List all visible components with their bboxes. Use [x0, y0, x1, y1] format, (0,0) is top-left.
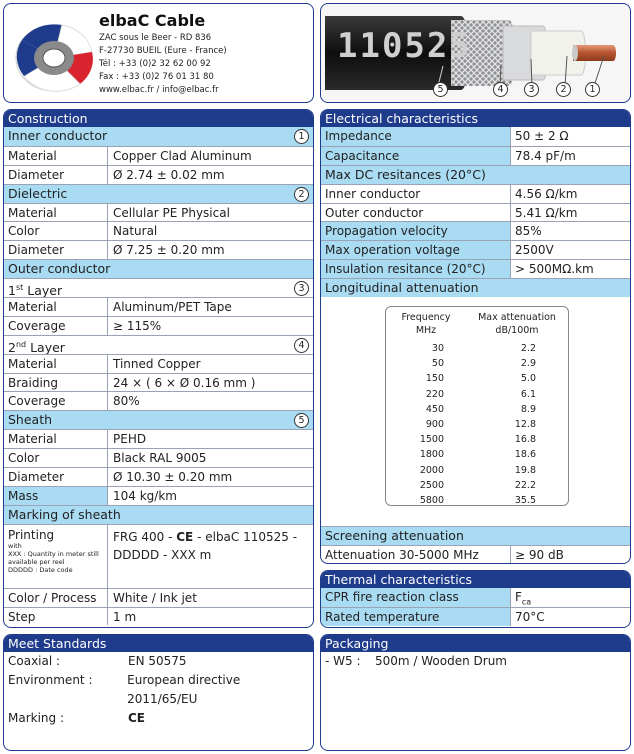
inner-conductor-title: Inner conductor	[8, 128, 108, 143]
row-value: 2500V	[515, 243, 554, 258]
thermal-box	[320, 570, 631, 628]
row-value: Black RAL 9005	[113, 451, 207, 466]
row-label: Max operation voltage	[321, 241, 511, 259]
packaging-description: 500m / Wooden Drum	[375, 654, 507, 668]
layer2-subsection	[4, 335, 313, 354]
layer2-coverage-row	[4, 391, 313, 410]
electrical-box	[320, 109, 631, 564]
row-label: Outer conductor	[321, 204, 511, 222]
callout-2: 2	[556, 82, 571, 97]
attenuation-cell: 2.2	[520, 343, 536, 354]
cable-reel-logo	[10, 12, 98, 100]
row-label: Capacitance	[321, 147, 511, 165]
callout-5: 5	[433, 82, 448, 97]
standards-coaxial	[4, 652, 313, 671]
voltage-row	[321, 240, 630, 259]
attenuation-cell: 12.8	[514, 418, 536, 430]
attenuation-row	[386, 417, 568, 432]
row-label: Material	[4, 430, 108, 448]
printing-value-line2: DDDDD - XXX m	[113, 547, 212, 562]
row-label: Step	[4, 608, 108, 626]
sheath-material-row	[4, 429, 313, 448]
row-value: 24 × ( 6 × Ø 0.16 mm )	[113, 375, 256, 390]
row-value: Ø 10.30 ± 0.20 mm	[113, 470, 233, 485]
row-value: 1 m	[113, 609, 137, 624]
attenuation-table-header	[386, 307, 568, 341]
cable-image-box	[320, 3, 631, 103]
row-value: 4.56 Ω/km	[515, 186, 578, 201]
attenuation-row	[386, 341, 568, 356]
packaging-header: Packaging	[321, 635, 630, 652]
inner-diameter-row	[4, 165, 313, 184]
row-value: ≥ 115%	[113, 318, 162, 333]
attenuation-row	[386, 463, 568, 478]
row-value: 78.4 pF/m	[515, 148, 576, 163]
layer2-suffix: nd	[15, 339, 27, 349]
screening-row	[321, 545, 630, 564]
printing-with: with	[8, 541, 22, 550]
callout-5-badge: 5	[294, 413, 309, 428]
callout-1: 1	[585, 82, 600, 97]
dc-resistance-section: Max DC resitances (20°C)	[321, 165, 630, 184]
row-value	[511, 588, 630, 607]
packaging-code: - W5 :	[325, 654, 361, 668]
dielectric-title: Dielectric	[8, 185, 68, 201]
attenuation-cell: 19.8	[514, 464, 536, 476]
callout-4: 4	[493, 82, 508, 97]
callout-4-badge: 4	[294, 338, 309, 353]
row-label: Braiding	[4, 374, 108, 392]
printing-note-quantity: XXX : Quantity in meter still available per reel	[8, 549, 99, 566]
company-website: www.elbac.fr / info@elbac.fr	[99, 85, 219, 95]
row-value: Aluminum/PET Tape	[113, 300, 232, 315]
attenuation-cell: 22.2	[514, 479, 536, 491]
electrical-header: Electrical characteristics	[321, 110, 630, 127]
standards-label: Environment :	[8, 672, 93, 687]
row-value: PEHD	[113, 432, 147, 447]
layer1-number: 1	[8, 283, 16, 299]
capacitance-row	[321, 146, 630, 165]
standards-box	[3, 634, 314, 751]
inner-material-row	[4, 146, 313, 165]
ce-mark-icon: CE	[128, 710, 146, 725]
row-label: Coverage	[4, 392, 108, 410]
row-value: 85%	[515, 224, 542, 239]
callout-3: 3	[524, 82, 539, 97]
sheath-diameter-row	[4, 467, 313, 486]
layer2-material-row	[4, 354, 313, 373]
row-label: CPR fire reaction class	[321, 588, 511, 607]
frequency-cell: 50	[431, 358, 444, 370]
temperature-row	[321, 607, 630, 626]
attenuation-table	[385, 306, 569, 506]
frequency-cell: 5800	[419, 494, 444, 506]
row-value: 104 kg/km	[113, 488, 177, 503]
attenuation-rows	[386, 341, 568, 508]
velocity-row	[321, 221, 630, 240]
row-value: Tinned Copper	[113, 356, 201, 371]
row-label: Insulation resitance (20°C)	[321, 260, 511, 278]
insulation-row	[321, 259, 630, 278]
company-fax: Fax : +33 (0)2 76 01 31 80	[99, 72, 214, 82]
row-value: Cellular PE Physical	[113, 205, 230, 220]
row-label: Coverage	[4, 317, 108, 335]
attenuation-row	[386, 371, 568, 386]
attenuation-row	[386, 447, 568, 462]
standards-marking	[4, 709, 313, 728]
row-value: ≥ 90 dB	[515, 548, 564, 562]
row-label: Color / Process	[4, 589, 108, 607]
frequency-cell: 2000	[419, 464, 444, 476]
row-value: Copper Clad Aluminum	[113, 148, 252, 163]
frequency-header-unit: MHz	[415, 325, 437, 336]
standards-label: Marking :	[8, 710, 65, 725]
layer1-coverage-row	[4, 316, 313, 335]
row-label: Material	[4, 147, 108, 165]
row-value: Ø 7.25 ± 0.20 mm	[113, 243, 225, 258]
attenuation-cell: 5.0	[520, 373, 536, 385]
attenuation-row	[386, 402, 568, 417]
outer-conductor-section	[4, 259, 313, 278]
company-address-line2: F-27730 BUEIL (Eure - France)	[99, 46, 227, 56]
frequency-header-label: Frequency	[401, 312, 451, 323]
company-phone: Tél : +33 (0)2 32 62 00 92	[99, 59, 211, 69]
sheath-color-row	[4, 448, 313, 467]
attenuation-row	[386, 493, 568, 508]
printing-label-cell	[4, 525, 108, 588]
company-name: elbaC Cable	[99, 11, 206, 30]
attenuation-cell: 8.9	[520, 403, 536, 415]
outer-conductor-title: Outer conductor	[8, 261, 111, 277]
sheath-section	[4, 410, 313, 429]
company-address-line1: ZAC sous le Beer - RD 836	[99, 33, 212, 43]
row-label: Diameter	[4, 241, 108, 259]
attenuation-row	[386, 387, 568, 402]
attenuation-cell: 2.9	[520, 358, 536, 370]
marking-section	[4, 505, 313, 524]
printing-value-cell	[108, 525, 313, 588]
frequency-cell: 1800	[419, 449, 444, 461]
frequency-cell: 450	[425, 403, 444, 415]
row-value: > 500MΩ.km	[515, 262, 594, 277]
row-label: Diameter	[4, 468, 108, 486]
company-box	[3, 3, 314, 103]
callout-1-badge: 1	[294, 129, 309, 144]
cpr-class: F	[515, 590, 522, 604]
longitudinal-attenuation-section: Longitudinal attenuation	[321, 278, 630, 297]
row-label: Material	[4, 355, 108, 373]
row-value: White / Ink jet	[113, 590, 197, 605]
attenuation-row	[386, 356, 568, 371]
dielectric-diameter-row	[4, 240, 313, 259]
layer2-number: 2	[8, 339, 16, 355]
packaging-item	[321, 652, 630, 671]
row-label: Inner conductor	[321, 185, 511, 203]
marking-title: Marking of sheath	[8, 506, 121, 522]
outer-resistance-row	[321, 203, 630, 222]
cpr-row	[321, 588, 630, 607]
row-label: Material	[4, 204, 108, 222]
construction-header: Construction	[4, 110, 313, 127]
cpr-class-subscript: ca	[521, 597, 532, 607]
row-label: Attenuation 30-5000 MHz	[321, 546, 511, 564]
marking-step-row	[4, 607, 313, 626]
mass-row	[4, 486, 313, 505]
inner-conductor-section	[4, 127, 313, 146]
callout-3-badge: 3	[294, 281, 309, 296]
frequency-cell: 1500	[419, 434, 444, 446]
printing-row	[4, 524, 313, 588]
row-label: Rated temperature	[321, 608, 511, 626]
row-label: Color	[4, 222, 108, 240]
marking-color-row	[4, 588, 313, 607]
attenuation-cell: 6.1	[520, 388, 536, 400]
row-label: Diameter	[4, 166, 108, 184]
row-label: Propagation velocity	[321, 222, 511, 240]
callout-2-badge: 2	[294, 187, 309, 202]
layer1-suffix: st	[15, 283, 24, 293]
printing-value-b: - elbaC 110525 -	[197, 529, 298, 544]
row-value: Natural	[113, 224, 158, 239]
attenuation-row	[386, 478, 568, 493]
impedance-row	[321, 127, 630, 146]
printing-value-a: FRG 400 -	[113, 529, 173, 544]
layer2-braiding-row	[4, 373, 313, 392]
row-value: Ø 2.74 ± 0.02 mm	[113, 167, 225, 182]
attenuation-cell: 16.8	[514, 434, 536, 446]
dielectric-material-row	[4, 203, 313, 222]
attenuation-cell: 18.6	[514, 449, 536, 461]
layer1-label: Layer	[23, 283, 63, 299]
attenuation-cell: 35.5	[514, 494, 536, 506]
attenuation-header	[466, 311, 568, 341]
frequency-cell: 2500	[419, 479, 444, 491]
row-value: 80%	[113, 394, 140, 409]
standards-value: EN 50575	[128, 654, 187, 668]
printing-value-line1	[113, 528, 313, 546]
row-value: 50 ± 2 Ω	[515, 129, 569, 143]
row-value: 70°C	[515, 609, 545, 624]
ce-mark: CE	[176, 529, 194, 544]
layer1-material-row	[4, 297, 313, 316]
dielectric-color-row	[4, 221, 313, 240]
printing-label: Printing	[8, 527, 55, 542]
packaging-box	[320, 634, 631, 751]
row-label: Impedance	[321, 127, 511, 146]
thermal-header: Thermal characteristics	[321, 571, 630, 588]
frequency-cell: 30	[431, 343, 444, 354]
screening-section: Screening attenuation	[321, 526, 630, 545]
row-label: Material	[4, 298, 108, 316]
row-label: Mass	[4, 487, 108, 505]
attenuation-row	[386, 432, 568, 447]
attenuation-header-unit: dB/100m	[495, 325, 539, 336]
row-value: 5.41 Ω/km	[515, 205, 578, 220]
frequency-header	[386, 311, 466, 341]
construction-box	[3, 109, 314, 628]
attenuation-header-label: Max attenuation	[478, 312, 556, 323]
standards-value: European directive 2011/65/EU	[127, 672, 241, 706]
frequency-cell: 900	[425, 418, 444, 430]
layer2-label: Layer	[26, 339, 65, 355]
standards-label: Coaxial :	[8, 654, 61, 668]
row-label: Color	[4, 449, 108, 467]
inner-resistance-row	[321, 184, 630, 203]
frequency-cell: 220	[425, 388, 444, 400]
frequency-cell: 150	[425, 373, 444, 385]
sheath-title: Sheath	[8, 412, 53, 428]
standards-header: Meet Standards	[4, 635, 313, 652]
layer1-subsection	[4, 278, 313, 297]
dielectric-section	[4, 184, 313, 203]
standards-environment	[4, 671, 313, 709]
cable-print-text: 110525	[337, 26, 472, 66]
printing-note-date: DDDDD : Date code	[8, 565, 73, 574]
